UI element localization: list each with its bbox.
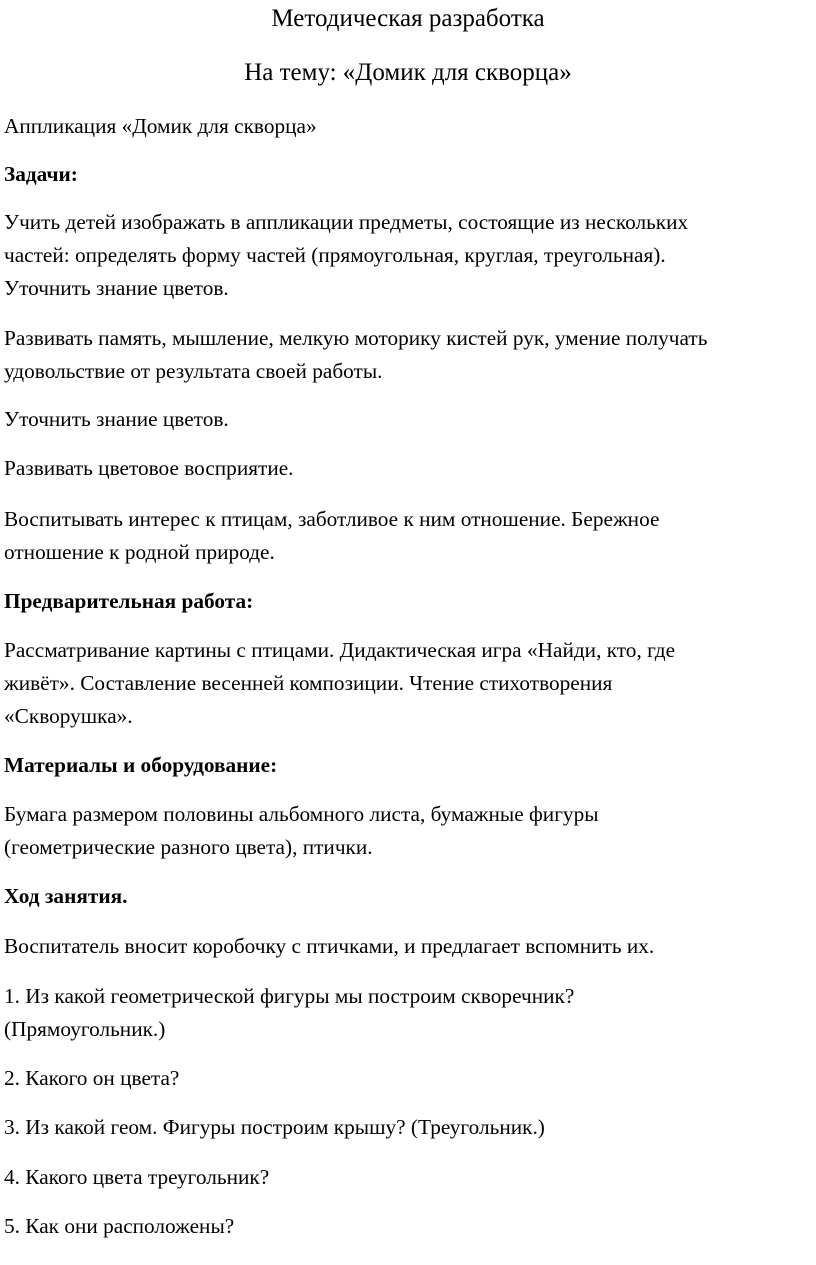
- materials-paragraph: [4, 798, 812, 864]
- text-line: 2. Какого он цвета?: [4, 1066, 180, 1090]
- text-line: «Скворушка».: [4, 704, 133, 728]
- tasks-heading: Задачи:: [4, 162, 78, 186]
- document-title: Методическая разработка: [271, 5, 545, 32]
- question-item: [4, 1210, 812, 1243]
- text-line: частей: определять форму частей (прямоугольная, круглая, треугольная).: [4, 243, 666, 267]
- document-topic: На тему: «Домик для скворца»: [244, 59, 572, 86]
- text-line: 4. Какого цвета треугольник?: [4, 1165, 270, 1189]
- materials-heading: Материалы и оборудование:: [4, 753, 278, 777]
- text-line: (геометрические разного цвета), птички.: [4, 835, 373, 859]
- text-line: Бумага размером половины альбомного листа, бумажные фигуры: [4, 802, 599, 826]
- task-paragraph: [4, 322, 812, 388]
- text-line: 1. Из какой геометрической фигуры мы построим скворечник?: [4, 984, 575, 1008]
- text-line: удовольствие от результата своей работы.: [4, 359, 383, 383]
- task-paragraph: [4, 403, 812, 436]
- task-paragraph: [4, 206, 812, 305]
- lesson-intro: Воспитатель вносит коробочку с птичками, и предлагает вспомнить их.: [4, 934, 655, 958]
- text-line: 5. Как они расположены?: [4, 1214, 235, 1238]
- text-line: живёт». Составление весенней композиции. Чтение стихотворения: [4, 671, 613, 695]
- lesson-heading: Ход занятия.: [4, 884, 128, 908]
- text-line: отношение к родной природе.: [4, 540, 275, 564]
- text-line: Учить детей изображать в аппликации предметы, состоящие из нескольких: [4, 210, 689, 234]
- text-line: Уточнить знание цветов.: [4, 276, 229, 300]
- task-paragraph: [4, 503, 812, 569]
- text-line: 3. Из какой геом. Фигуры построим крышу? (Треугольник.): [4, 1115, 545, 1139]
- text-line: Воспитывать интерес к птицам, заботливое к ним отношение. Бережное: [4, 507, 660, 531]
- text-line: (Прямоугольник.): [4, 1017, 166, 1041]
- question-item: [4, 1111, 812, 1144]
- prep-heading: Предварительная работа:: [4, 589, 254, 613]
- question-item: [4, 1161, 812, 1194]
- question-item: [4, 980, 812, 1046]
- document-subtitle: Аппликация «Домик для скворца»: [4, 114, 317, 138]
- question-item: [4, 1062, 812, 1095]
- text-line: Рассматривание картины с птицами. Дидактическая игра «Найди, кто, где: [4, 638, 676, 662]
- task-paragraph: [4, 452, 812, 485]
- text-line: Уточнить знание цветов.: [4, 407, 229, 431]
- text-line: Развивать память, мышление, мелкую моторику кистей рук, умение получать: [4, 326, 708, 350]
- text-line: Развивать цветовое восприятие.: [4, 456, 294, 480]
- prep-paragraph: [4, 634, 812, 733]
